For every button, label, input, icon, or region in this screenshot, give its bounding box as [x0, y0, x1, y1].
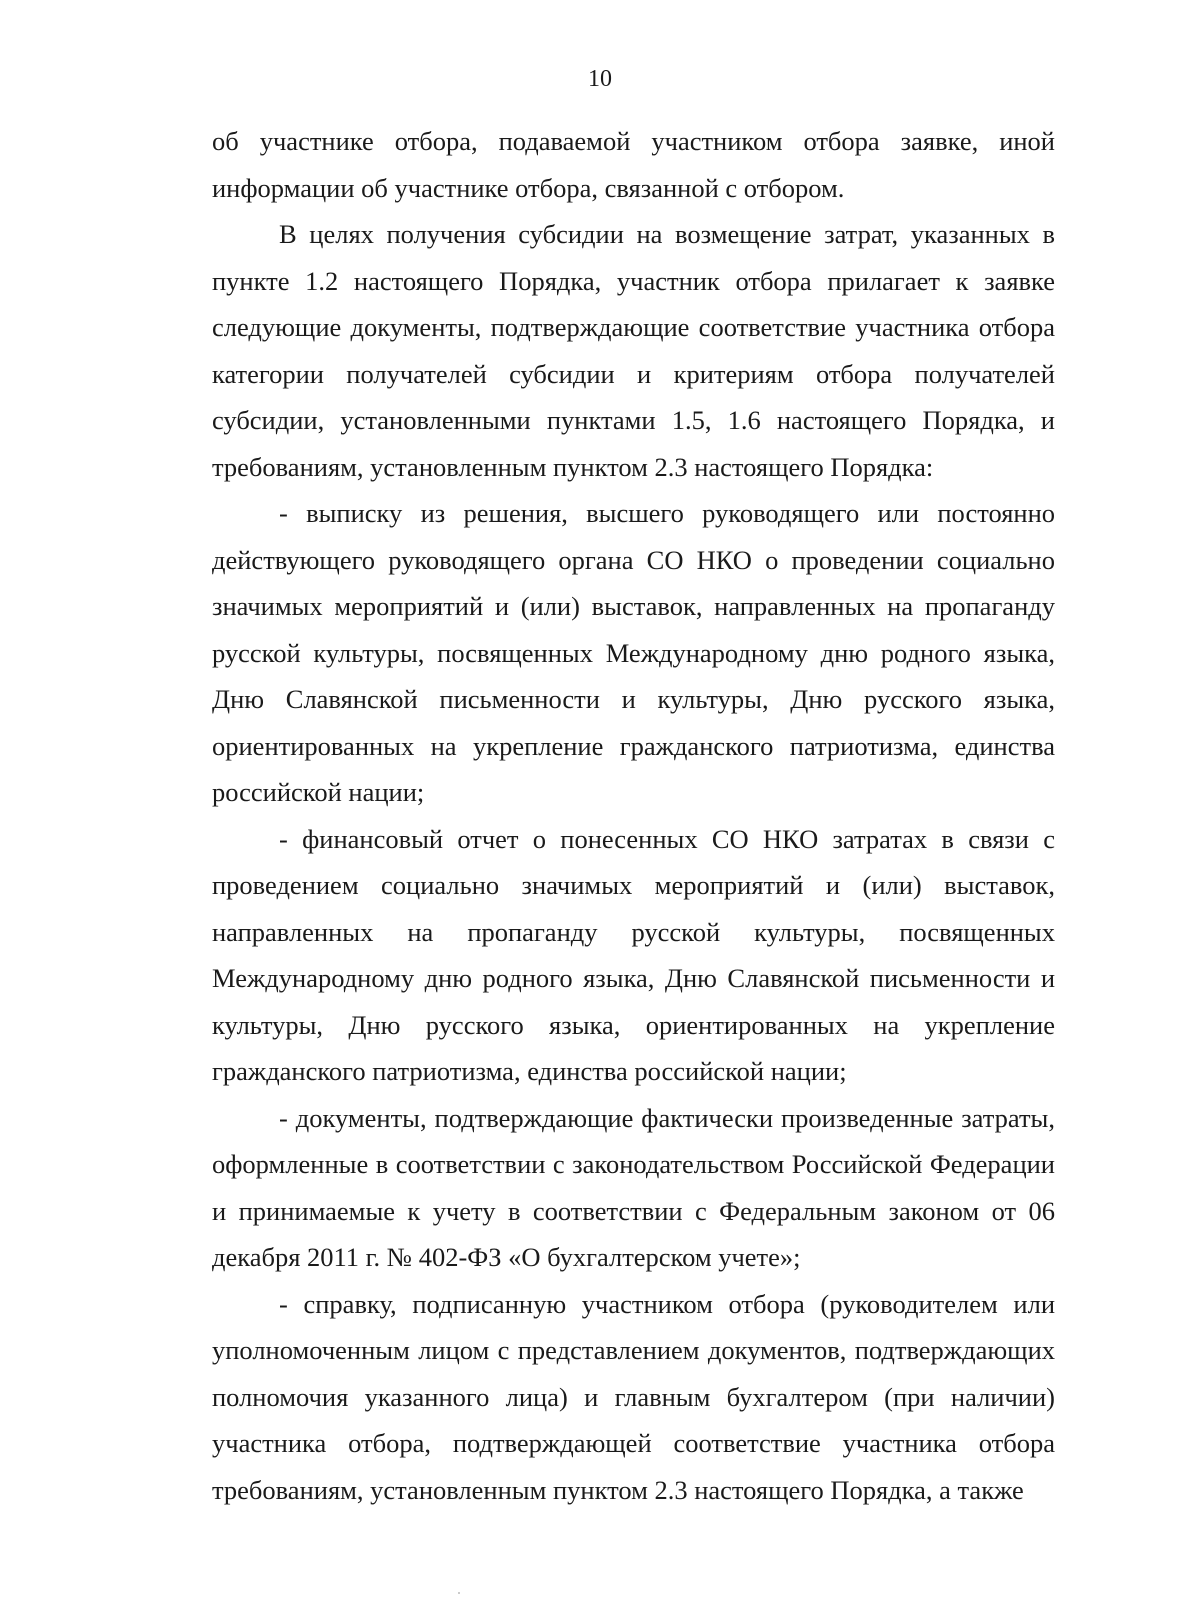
page-number: 10 — [588, 66, 612, 92]
list-item-decision-extract: - выписку из решения, высшего руководящего или постоянно действующего руководящего органа СО НКО о проведении социально значимых мероприятий и (или) выставок, направленных на пропаганду русской культуры, посвященных Международному дню родного языка, Дню Славянской письменности и культуры, Дню русского языка, ориентированных на укрепление гражданского патриотизма, единства российской нации; — [212, 498, 1055, 807]
paragraph-continuation: об участнике отбора, подаваемой участником отбора заявке, иной информации об участнике отбора, связанной с отбором. — [212, 126, 1055, 203]
document-body — [212, 118, 1055, 1513]
scan-artifact — [458, 1592, 460, 1594]
list-item-financial-report: - финансовый отчет о понесенных СО НКО затратах в связи с проведением социально значимых мероприятий и (или) выставок, направленных на пропаганду русской культуры, посвященных Международному дню родного языка, Дню Славянской письменности и культуры, Дню русского языка, ориентированных на укрепление гражданского патриотизма, единства российской нации; — [212, 823, 1055, 1086]
paragraph-documents-intro: В целях получения субсидии на возмещение затрат, указанных в пункте 1.2 настоящего Порядка, участник отбора прилагает к заявке следующие документы, подтверждающие соответствие участника отбора категории получателей субсидии и критериям отбора получателей субсидии, установленными пунктами 1.5, 1.6 настоящего Порядка, и требованиям, установленным пунктом 2.3 настоящего Порядка: — [212, 219, 1055, 482]
list-item-signed-certificate: - справку, подписанную участником отбора (руководителем или уполномоченным лицом с представлением документов, подтверждающих полномочия указанного лица) и главным бухгалтером (при наличии) участника отбора, подтверждающей соответствие участника отбора требованиям, установленным пунктом 2.3 настоящего Порядка, а также — [212, 1288, 1055, 1505]
list-item-expense-documents: - документы, подтверждающие фактически произведенные затраты, оформленные в соответствии с законодательством Российской Федерации и принимаемые к учету в соответствии с Федеральным законом от 06 декабря 2011 г. № 402-ФЗ «О бухгалтерском учете»; — [212, 1102, 1055, 1272]
